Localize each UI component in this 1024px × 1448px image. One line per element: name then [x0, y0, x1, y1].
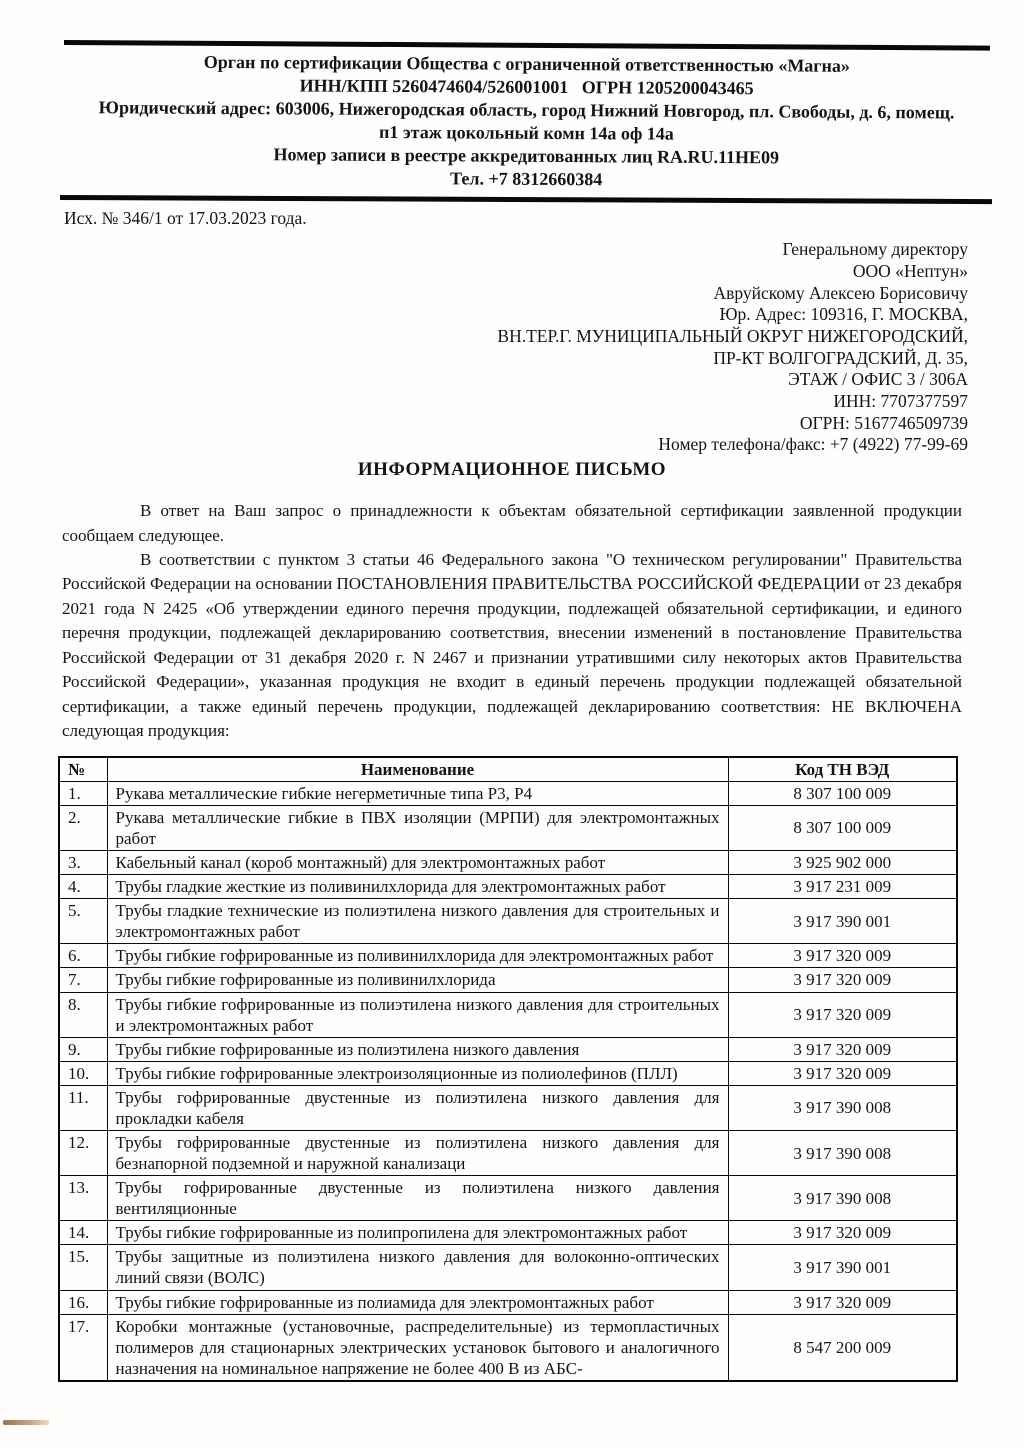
letterhead-line: ИНН/КПП 5260474604/526001001 ОГРН 1205200043465 [299, 75, 754, 99]
table-row [59, 1131, 957, 1176]
recipient-line: ООО «Нептун» [852, 260, 968, 281]
row-tnved-code: 3 917 320 009 [728, 944, 957, 968]
recipient-line: ИНН: 7707377597 [833, 391, 968, 411]
table-row [59, 805, 957, 850]
table-row [59, 944, 957, 968]
row-name: Кабельный канал (короб монтажный) для электромонтажных работ [107, 851, 728, 875]
recipient-line: Номер телефона/факс: +7 (4922) 77-99-69 [658, 434, 968, 455]
row-number: 7. [59, 968, 107, 992]
row-tnved-code: 3 917 390 008 [728, 1176, 957, 1221]
column-header-number: № [59, 757, 107, 782]
recipient-line: ПР-КТ ВОЛГОГРАДСКИЙ, Д. 35, [713, 347, 968, 368]
table-row [59, 992, 957, 1037]
row-tnved-code: 3 917 390 008 [728, 1085, 957, 1130]
row-name: Трубы гибкие гофрированные из полипропилена для электромонтажных работ [107, 1221, 728, 1245]
recipient-line: ВН.ТЕР.Г. МУНИЦИПАЛЬНЫЙ ОКРУГ НИЖЕГОРОДСКИЙ, [497, 325, 968, 346]
table-row [59, 899, 957, 944]
row-name: Рукава металлические гибкие в ПВХ изоляции (МРПИ) для электромонтажных работ [107, 805, 728, 850]
table-row [59, 1314, 957, 1381]
recipient-line: Юр. Адрес: 109316, Г. МОСКВА, [719, 304, 968, 325]
table-row [59, 1085, 957, 1130]
letterhead-line: Орган по сертификации Общества с ограниченной ответственностью «Магна» [203, 51, 850, 76]
table-row [59, 968, 957, 992]
row-name: Трубы защитные из полиэтилена низкого давления для волоконно-оптических линий связи (ВОЛС) [107, 1245, 728, 1290]
scan-artifact-mark [3, 1420, 49, 1425]
table-row [59, 1290, 957, 1314]
table-row [59, 1176, 957, 1221]
table-row [59, 781, 957, 805]
product-table [58, 756, 958, 1382]
row-name: Трубы гофрированные двустенные из полиэтилена низкого давления вентиляционные [107, 1176, 728, 1221]
row-tnved-code: 3 917 320 009 [728, 992, 957, 1037]
table-row [59, 851, 957, 875]
row-name: Трубы гофрированные двустенные из полиэтилена низкого давления для прокладки кабеля [107, 1085, 728, 1130]
recipient-line: ОГРН: 5167746509739 [799, 412, 968, 433]
row-tnved-code: 8 307 100 009 [728, 805, 957, 850]
row-name: Коробки монтажные (установочные, распределительные) из термопластичных полимеров для стационарных электрических установок бытового и аналогичного назначения на номинальное напряжение не более 400 В из АБС- [107, 1314, 728, 1381]
row-number: 10. [59, 1061, 107, 1085]
row-tnved-code: 3 917 320 009 [728, 1221, 957, 1245]
table-row [59, 875, 957, 899]
row-name: Трубы гибкие гофрированные из полиэтилена низкого давления для строительных и электромонтажных работ [107, 992, 728, 1037]
letterhead-line: Номер записи в реестре аккредитованных лиц RA.RU.11HE09 [273, 144, 780, 168]
row-tnved-code: 3 917 390 001 [728, 1245, 957, 1290]
recipient-line: ЭТАЖ / ОФИС 3 / 306А [788, 369, 968, 390]
body-text [62, 499, 962, 744]
table-row [59, 1037, 957, 1061]
row-tnved-code: 8 547 200 009 [728, 1314, 957, 1381]
recipient-line: Генеральному директору [782, 239, 968, 260]
row-number: 2. [59, 805, 107, 850]
row-name: Трубы гладкие технические из полиэтилена низкого давления для строительных и электромонтажных работ [107, 899, 728, 944]
row-number: 17. [59, 1314, 107, 1381]
row-tnved-code: 3 917 390 008 [728, 1131, 957, 1176]
column-header-tnved-code: Код ТН ВЭД [728, 757, 957, 782]
letterhead-line: Юридический адрес: 603006, Нижегородская область, город Нижний Новгород, пл. Свободы, д. 6, помещ. [98, 97, 955, 123]
row-name: Трубы гибкие гофрированные электроизоляционные из полиолефинов (ПЛЛ) [107, 1061, 728, 1085]
row-number: 9. [59, 1037, 107, 1061]
row-tnved-code: 3 917 320 009 [728, 968, 957, 992]
row-tnved-code: 3 917 320 009 [728, 1290, 957, 1314]
row-number: 1. [59, 781, 107, 805]
row-name: Трубы гофрированные двустенные из полиэтилена низкого давления для безнапорной подземной и наружной канализаци [107, 1131, 728, 1176]
row-tnved-code: 3 917 320 009 [728, 1037, 957, 1061]
paragraph-legal-basis: В соответствии с пунктом 3 статьи 46 Федерального закона "О техническом регулировании" Правительства Российской Федерации на основании ПОСТАНОВЛЕНИЯ ПРАВИТЕЛЬСТВА РОССИЙСКОЙ ФЕДЕРАЦИИ от 23 декабря 2021 года N 2425 «Об утверждении единого перечня продукции, подлежащей обязательной сертификации, и единого перечня продукции, подлежащей декларированию соответствия, внесении изменений в постановление Правительства Российской Федерации от 31 декабря 2020 г. N 2467 и признании утратившими силу некоторых актов Правительства Российской Федерации», указанная продукция не входит в единый перечень продукции подлежащей обязательной сертификации, а также единый перечень продукции, подлежащей декларированию соответствия: НЕ ВКЛЮЧЕНА следующая продукция: [62, 550, 962, 741]
outgoing-reference: Исх. № 346/1 от 17.03.2023 года. [64, 208, 307, 229]
row-number: 16. [59, 1290, 107, 1314]
letterhead-line: п1 этаж цокольный комн 14а оф 14а [378, 122, 674, 144]
row-number: 14. [59, 1221, 107, 1245]
row-number: 3. [59, 851, 107, 875]
product-table-body [59, 781, 957, 1381]
row-name: Трубы гибкие гофрированные из поливинилхлорида [107, 968, 728, 992]
recipient-block [428, 239, 968, 456]
table-row [59, 1061, 957, 1085]
row-tnved-code: 8 307 100 009 [728, 781, 957, 805]
row-name: Трубы гибкие гофрированные из полиамида для электромонтажных работ [107, 1290, 728, 1314]
letterhead-divider-rule [60, 195, 992, 204]
document-title: ИНФОРМАЦИОННОЕ ПИСЬМО [357, 459, 667, 481]
row-name: Трубы гибкие гофрированные из полиэтилена низкого давления [107, 1037, 728, 1061]
row-name: Трубы гибкие гофрированные из поливинилхлорида для электромонтажных работ [107, 944, 728, 968]
row-number: 13. [59, 1176, 107, 1221]
paragraph-intro: В ответ на Ваш запрос о принадлежности к объектам обязательной сертификации заявленной продукции сообщаем следующее. [62, 501, 962, 545]
row-number: 11. [59, 1085, 107, 1130]
table-row [59, 1221, 957, 1245]
letterhead [63, 40, 990, 194]
row-number: 6. [59, 944, 107, 968]
row-tnved-code: 3 917 320 009 [728, 1061, 957, 1085]
row-name: Трубы гладкие жесткие из поливинилхлорида для электромонтажных работ [107, 875, 728, 899]
row-tnved-code: 3 925 902 000 [728, 851, 957, 875]
column-header-name: Наименование [107, 757, 728, 782]
table-header-row [59, 757, 957, 782]
row-tnved-code: 3 917 231 009 [728, 875, 957, 899]
letterhead-line: Тел. +7 8312660384 [450, 168, 603, 190]
row-number: 5. [59, 899, 107, 944]
recipient-line: Авруйскому Алексею Борисовичу [713, 282, 968, 303]
row-number: 12. [59, 1131, 107, 1176]
table-row [59, 1245, 957, 1290]
row-tnved-code: 3 917 390 001 [728, 899, 957, 944]
row-number: 15. [59, 1245, 107, 1290]
row-name: Рукава металлические гибкие негерметичные типа Р3, Р4 [107, 781, 728, 805]
row-number: 8. [59, 992, 107, 1037]
row-number: 4. [59, 875, 107, 899]
